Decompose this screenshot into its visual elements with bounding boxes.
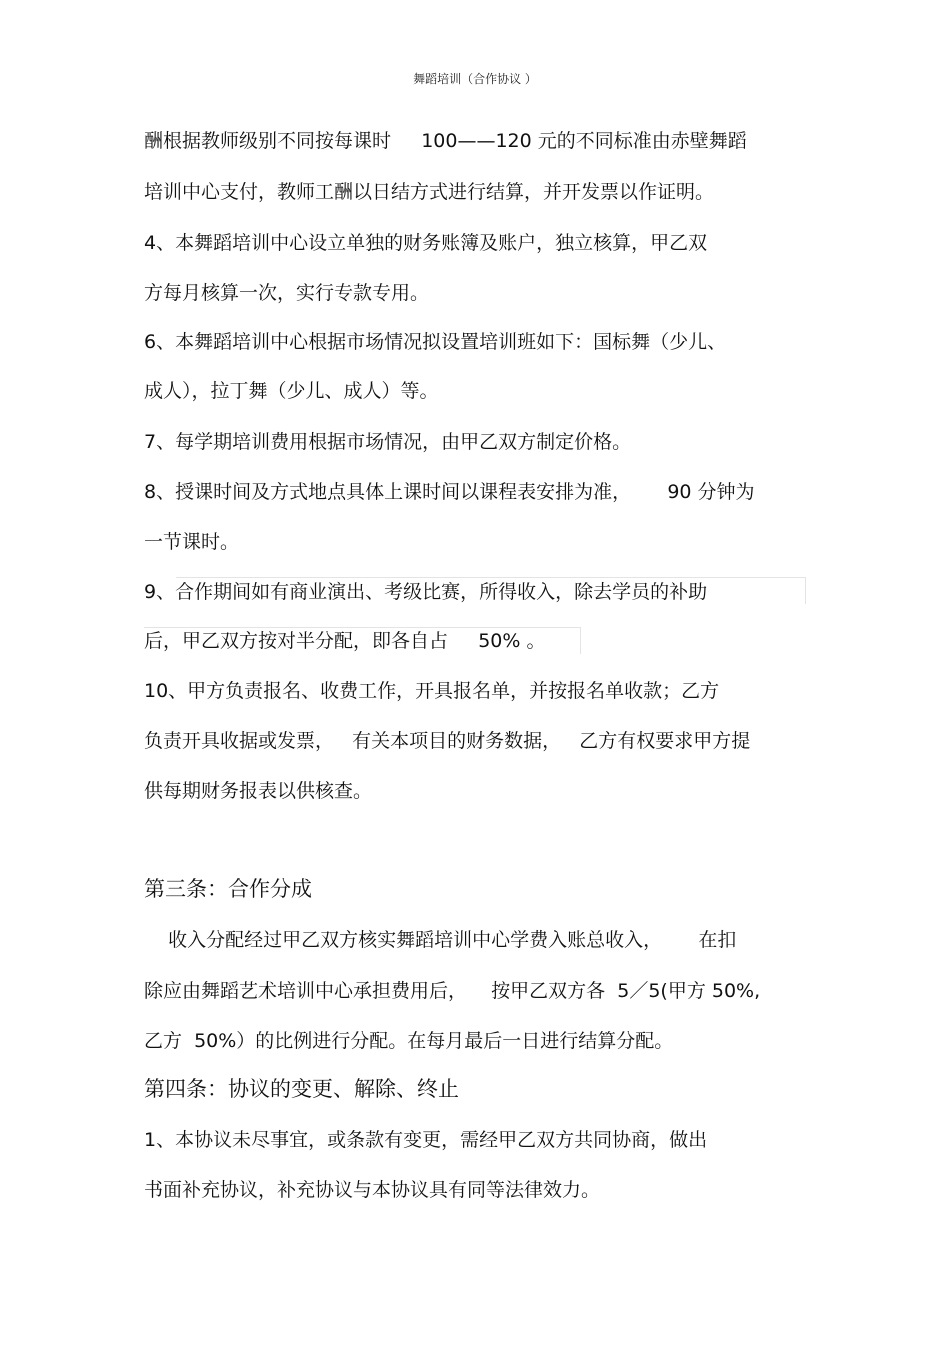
paragraph-line: 10、甲方负责报名、收费工作，开具报名单，并按报名单收款；乙方 — [144, 680, 720, 702]
table-border-line — [805, 577, 806, 604]
paragraph-line: 除应由舞蹈艺术培训中心承担费用后， 按甲乙双方各 5／5(甲方 50%, — [144, 980, 761, 1002]
section-heading: 第四条：协议的变更、解除、终止 — [144, 1077, 459, 1101]
paragraph-line: 4、本舞蹈培训中心设立单独的财务账簿及账户，独立核算，甲乙双 — [144, 232, 708, 254]
paragraph-line: 一节课时。 — [144, 531, 240, 553]
page-header: 舞蹈培训（合作协议 ） — [413, 72, 537, 86]
paragraph-line: 9、合作期间如有商业演出、考级比赛，所得收入，除去学员的补助 — [144, 581, 708, 603]
paragraph-line: 收入分配经过甲乙双方核实舞蹈培训中心学费入账总收入， 在扣 — [144, 929, 737, 951]
paragraph-line: 培训中心支付，教师工酬以日结方式进行结算，并开发票以作证明。 — [144, 181, 715, 203]
paragraph-line: 乙方 50%）的比例进行分配。在每月最后一日进行结算分配。 — [144, 1030, 674, 1052]
paragraph-line: 供每期财务报表以供核查。 — [144, 780, 373, 802]
paragraph-line: 成人），拉丁舞（少儿、成人）等。 — [144, 380, 439, 402]
table-border-line — [144, 627, 580, 628]
table-border-line — [580, 627, 581, 654]
paragraph-line: 1、本协议未尽事宜，或条款有变更，需经甲乙双方共同协商，做出 — [144, 1129, 708, 1151]
paragraph-line: 方每月核算一次，实行专款专用。 — [144, 282, 430, 304]
paragraph-line: 酬根据教师级别不同按每课时 100——120 元的不同标准由赤壁舞蹈 — [144, 130, 747, 152]
section-heading: 第三条：合作分成 — [144, 877, 312, 901]
paragraph-line: 书面补充协议，补充协议与本协议具有同等法律效力。 — [144, 1179, 601, 1201]
table-border-line — [176, 577, 805, 578]
paragraph-line: 后，甲乙双方按对半分配，即各自占 50% 。 — [144, 630, 546, 652]
paragraph-line: 7、每学期培训费用根据市场情况，由甲乙双方制定价格。 — [144, 431, 632, 453]
paragraph-line: 6、本舞蹈培训中心根据市场情况拟设置培训班如下：国标舞（少儿、 — [144, 331, 727, 353]
paragraph-line: 负责开具收据或发票， 有关本项目的财务数据， 乙方有权要求甲方提 — [144, 730, 751, 752]
paragraph-line: 8、授课时间及方式地点具体上课时间以课程表安排为准， 90 分钟为 — [144, 481, 755, 503]
